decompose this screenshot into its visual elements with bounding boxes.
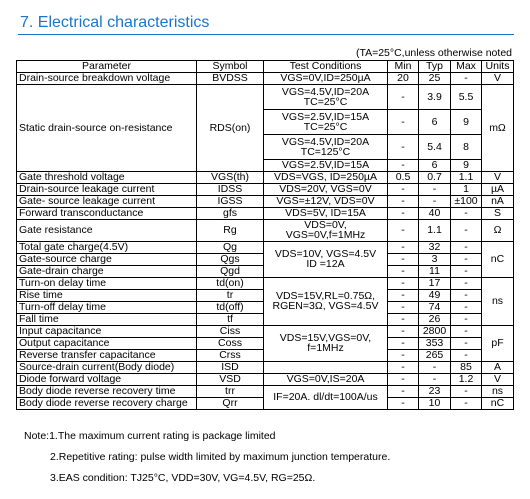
min-cell: 0.5: [388, 172, 419, 184]
header-symbol: Symbol: [197, 61, 264, 73]
condition-cell: IF=20A. dl/dt=100A/us: [264, 385, 388, 409]
typ-cell: 74: [419, 301, 451, 313]
max-cell: -: [451, 301, 482, 313]
max-cell: 85: [451, 361, 482, 373]
max-cell: 5.5: [451, 85, 482, 110]
min-cell: -: [388, 349, 419, 361]
param-cell: Output capacitance: [17, 337, 197, 349]
typ-cell: 3.9: [419, 85, 451, 110]
min-cell: -: [388, 277, 419, 289]
unit-cell: pF: [482, 325, 514, 361]
symbol-cell: td(off): [197, 301, 264, 313]
title-underline: [18, 34, 514, 35]
symbol-cell: ISD: [197, 361, 264, 373]
symbol-cell: Ciss: [197, 325, 264, 337]
min-cell: -: [388, 397, 419, 409]
min-cell: -: [388, 325, 419, 337]
table-row: [17, 220, 514, 242]
header-max: Max: [451, 61, 482, 73]
param-cell: Body diode reverse recovery time: [17, 385, 197, 397]
max-cell: -: [451, 253, 482, 265]
param-cell: Gate-drain charge: [17, 265, 197, 277]
table-row: [17, 208, 514, 220]
note-1: Note:1.The maximum current rating is package limited: [24, 430, 276, 442]
min-cell: -: [388, 289, 419, 301]
unit-cell: nC: [482, 397, 514, 409]
symbol-cell: gfs: [197, 208, 264, 220]
unit-cell: µA: [482, 184, 514, 196]
table-row: [17, 73, 514, 85]
param-cell: Total gate charge(4.5V): [17, 241, 197, 253]
unit-cell: V: [482, 73, 514, 85]
header-typ: Typ: [419, 61, 451, 73]
symbol-cell: RDS(on): [197, 85, 264, 172]
typ-cell: 11: [419, 265, 451, 277]
table-header-row: [17, 61, 514, 73]
param-cell: Static drain-source on-resistance: [17, 85, 197, 172]
condition-line: VDS=15V,VGS=0V,: [279, 331, 372, 344]
max-cell: 9: [451, 160, 482, 172]
symbol-cell: Qrr: [197, 397, 264, 409]
condition-cell: [264, 110, 388, 135]
max-cell: -: [451, 265, 482, 277]
symbol-cell: tf: [197, 313, 264, 325]
symbol-cell: Rg: [197, 220, 264, 242]
min-cell: -: [388, 337, 419, 349]
min-cell: -: [388, 301, 419, 313]
unit-cell: A: [482, 361, 514, 373]
note-2: 2.Repetitive rating: pulse width limited by maximum junction temperature.: [50, 451, 391, 463]
condition-cell: [264, 277, 388, 325]
max-cell: 1.1: [451, 172, 482, 184]
max-cell: -: [451, 289, 482, 301]
table-row: [17, 241, 514, 253]
condition-line: TC=125°C: [300, 146, 351, 158]
param-cell: Forward transconductance: [17, 208, 197, 220]
min-cell: -: [388, 253, 419, 265]
condition-line: TC=25°C: [303, 121, 348, 133]
unit-cell: V: [482, 373, 514, 385]
max-cell: -: [451, 241, 482, 253]
typ-cell: 25: [419, 73, 451, 85]
min-cell: -: [388, 135, 419, 160]
param-cell: Reverse transfer capacitance: [17, 349, 197, 361]
header-parameter: Parameter: [17, 61, 197, 73]
unit-cell: ns: [482, 385, 514, 397]
condition-line: VGS=4.5V,ID=20A: [281, 135, 370, 148]
param-cell: Gate threshold voltage: [17, 172, 197, 184]
min-cell: -: [388, 313, 419, 325]
unit-cell: Ω: [482, 220, 514, 242]
typ-cell: 17: [419, 277, 451, 289]
max-cell: -: [451, 208, 482, 220]
max-cell: -: [451, 349, 482, 361]
condition-line: VGS=4.5V,ID=20A: [281, 85, 370, 98]
min-cell: -: [388, 220, 419, 242]
param-cell: Diode forward voltage: [17, 373, 197, 385]
max-cell: 1: [451, 184, 482, 196]
param-cell: Gate- source leakage current: [17, 196, 197, 208]
typ-cell: 5.4: [419, 135, 451, 160]
condition-cell: VGS=0V,ID=250µA: [264, 73, 388, 85]
condition-cell: [264, 85, 388, 110]
condition-line: RGEN=3Ω, VGS=4.5V: [272, 300, 379, 313]
param-cell: Gate-source charge: [17, 253, 197, 265]
header-test-conditions: Test Conditions: [264, 61, 388, 73]
table-row: [17, 373, 514, 385]
max-cell: -: [451, 397, 482, 409]
min-cell: -: [388, 265, 419, 277]
typ-cell: -: [419, 184, 451, 196]
header-units: Units: [482, 61, 514, 73]
condition-cell: [264, 241, 388, 277]
typ-cell: -: [419, 196, 451, 208]
max-cell: -: [451, 325, 482, 337]
max-cell: -: [451, 73, 482, 85]
table-row: [17, 85, 514, 110]
param-cell: Fall time: [17, 313, 197, 325]
symbol-cell: Qgs: [197, 253, 264, 265]
param-cell: Drain-source leakage current: [17, 184, 197, 196]
symbol-cell: VSD: [197, 373, 264, 385]
unit-cell: S: [482, 208, 514, 220]
param-cell: Gate resistance: [17, 220, 197, 242]
typ-cell: 265: [419, 349, 451, 361]
typ-cell: 1.1: [419, 220, 451, 242]
min-cell: -: [388, 361, 419, 373]
typ-cell: 10: [419, 397, 451, 409]
max-cell: -: [451, 385, 482, 397]
unit-cell: nC: [482, 241, 514, 277]
param-cell: Drain-source breakdown voltage: [17, 73, 197, 85]
param-cell: Source-drain current(Body diode): [17, 361, 197, 373]
symbol-cell: BVDSS: [197, 73, 264, 85]
min-cell: -: [388, 241, 419, 253]
max-cell: 9: [451, 110, 482, 135]
max-cell: -: [451, 277, 482, 289]
table-row: [17, 361, 514, 373]
condition-line: f=1MHz: [307, 342, 344, 355]
typ-cell: 40: [419, 208, 451, 220]
typ-cell: -: [419, 373, 451, 385]
table-row: [17, 196, 514, 208]
header-min: Min: [388, 61, 419, 73]
typ-cell: 49: [419, 289, 451, 301]
max-cell: -: [451, 337, 482, 349]
symbol-cell: Qg: [197, 241, 264, 253]
param-cell: Turn-off delay time: [17, 301, 197, 313]
table-row: [17, 325, 514, 337]
table-row: [17, 184, 514, 196]
condition-line: ID =12A: [306, 258, 345, 271]
table-row: [17, 385, 514, 397]
condition-line: VGS=2.5V,ID=15A: [281, 110, 370, 123]
table-row: [17, 172, 514, 184]
symbol-cell: VGS(th): [197, 172, 264, 184]
condition-cell: [264, 325, 388, 361]
param-cell: Rise time: [17, 289, 197, 301]
typ-cell: 0.7: [419, 172, 451, 184]
condition-cell: VDS=5V, ID=15A: [264, 208, 388, 220]
min-cell: -: [388, 85, 419, 110]
unit-cell: nA: [482, 196, 514, 208]
typ-cell: 6: [419, 160, 451, 172]
condition-cell: [264, 135, 388, 160]
max-cell: -: [451, 220, 482, 242]
condition-line: VDS=15V,RL=0.75Ω,: [275, 289, 376, 302]
typ-cell: 2800: [419, 325, 451, 337]
symbol-cell: tr: [197, 289, 264, 301]
condition-cell: VDS=VGS, ID=250µA: [264, 172, 388, 184]
ambient-condition-note: (TA=25°C,unless otherwise noted: [355, 47, 512, 59]
table-row: [17, 277, 514, 289]
section-title: 7. Electrical characteristics: [20, 14, 210, 31]
typ-cell: 26: [419, 313, 451, 325]
max-cell: 1.2: [451, 373, 482, 385]
max-cell: ±100: [451, 196, 482, 208]
min-cell: -: [388, 160, 419, 172]
condition-cell: VGS=2.5V,ID=15A: [264, 160, 388, 172]
min-cell: -: [388, 184, 419, 196]
unit-cell: mΩ: [482, 85, 514, 172]
unit-cell: V: [482, 172, 514, 184]
min-cell: -: [388, 110, 419, 135]
symbol-cell: IGSS: [197, 196, 264, 208]
param-cell: Body diode reverse recovery charge: [17, 397, 197, 409]
condition-cell: VGS=±12V, VDS=0V: [264, 196, 388, 208]
condition-line: VDS=10V, VGS=4.5V: [274, 247, 377, 260]
condition-cell: VDS=0V, VGS=0V,f=1MHz: [264, 220, 388, 242]
typ-cell: 6: [419, 110, 451, 135]
param-cell: Input capacitance: [17, 325, 197, 337]
typ-cell: -: [419, 361, 451, 373]
unit-cell: ns: [482, 277, 514, 325]
symbol-cell: Coss: [197, 337, 264, 349]
typ-cell: 23: [419, 385, 451, 397]
max-cell: -: [451, 313, 482, 325]
min-cell: -: [388, 373, 419, 385]
symbol-cell: Crss: [197, 349, 264, 361]
electrical-characteristics-table: [16, 60, 514, 410]
symbol-cell: td(on): [197, 277, 264, 289]
min-cell: -: [388, 385, 419, 397]
symbol-cell: Qgd: [197, 265, 264, 277]
condition-cell: [264, 361, 388, 373]
symbol-cell: IDSS: [197, 184, 264, 196]
condition-cell: VGS=0V,IS=20A: [264, 373, 388, 385]
typ-cell: 32: [419, 241, 451, 253]
param-cell: Turn-on delay time: [17, 277, 197, 289]
max-cell: 8: [451, 135, 482, 160]
symbol-cell: trr: [197, 385, 264, 397]
condition-cell: VDS=20V, VGS=0V: [264, 184, 388, 196]
note-3: 3.EAS condition: TJ25°C, VDD=30V, VG=4.5V, RG=25Ω.: [50, 472, 316, 484]
min-cell: -: [388, 196, 419, 208]
typ-cell: 3: [419, 253, 451, 265]
min-cell: -: [388, 208, 419, 220]
min-cell: 20: [388, 73, 419, 85]
condition-line: TC=25°C: [303, 96, 348, 108]
typ-cell: 353: [419, 337, 451, 349]
